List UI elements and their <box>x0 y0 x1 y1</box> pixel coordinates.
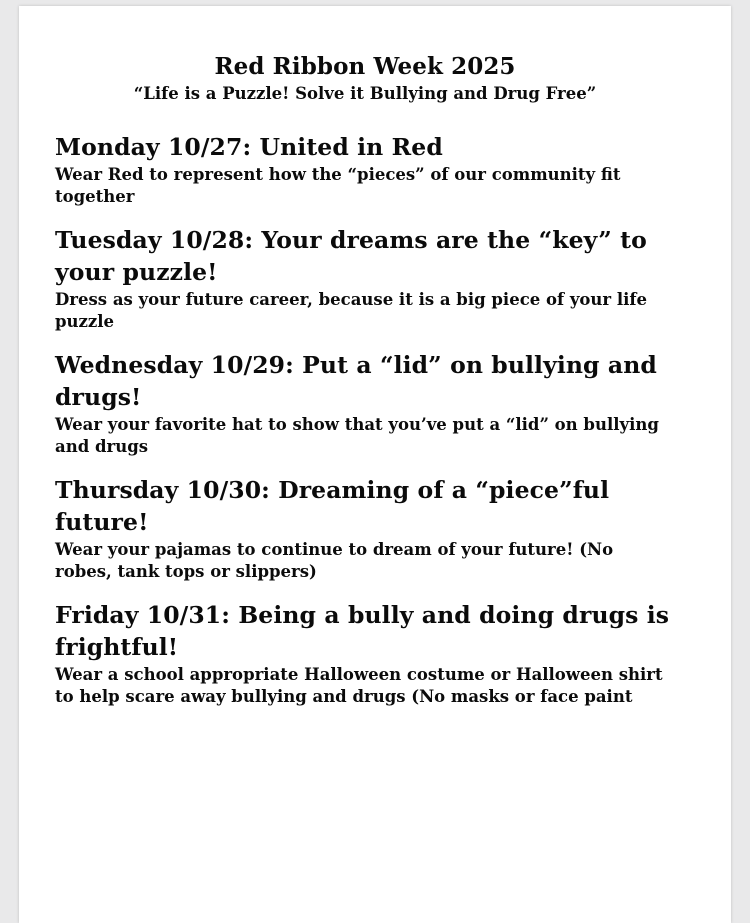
day-description: Wear Red to represent how the “pieces” of our community fit together <box>55 165 621 206</box>
day-heading: Wednesday 10/29: Put a “lid” on bullying and drugs! <box>55 351 657 411</box>
document-subtitle: “Life is a Puzzle! Solve it Bullying and Drug Free” <box>133 84 597 103</box>
day-item-monday <box>55 131 675 208</box>
day-description: Wear a school appropriate Halloween costume or Halloween shirt to help scare away bullying and drugs (No masks or face paint <box>55 665 663 706</box>
day-list <box>55 131 675 708</box>
document-content <box>55 52 675 724</box>
document-page <box>19 6 731 923</box>
day-heading: Friday 10/31: Being a bully and doing drugs is frightful! <box>55 601 670 661</box>
day-item-friday <box>55 599 675 708</box>
day-description: Dress as your future career, because it is a big piece of your life puzzle <box>55 290 647 331</box>
day-item-wednesday <box>55 349 675 458</box>
day-heading: Thursday 10/30: Dreaming of a “piece”ful future! <box>55 476 610 536</box>
day-description: Wear your pajamas to continue to dream of your future! (No robes, tank tops or slippers) <box>55 540 614 581</box>
day-item-thursday <box>55 474 675 583</box>
day-heading: Monday 10/27: United in Red <box>55 133 443 161</box>
day-item-tuesday <box>55 224 675 333</box>
document-title: Red Ribbon Week 2025 <box>214 53 516 80</box>
day-description: Wear your favorite hat to show that you’ve put a “lid” on bullying and drugs <box>55 415 659 456</box>
day-heading: Tuesday 10/28: Your dreams are the “key” to your puzzle! <box>55 226 647 286</box>
